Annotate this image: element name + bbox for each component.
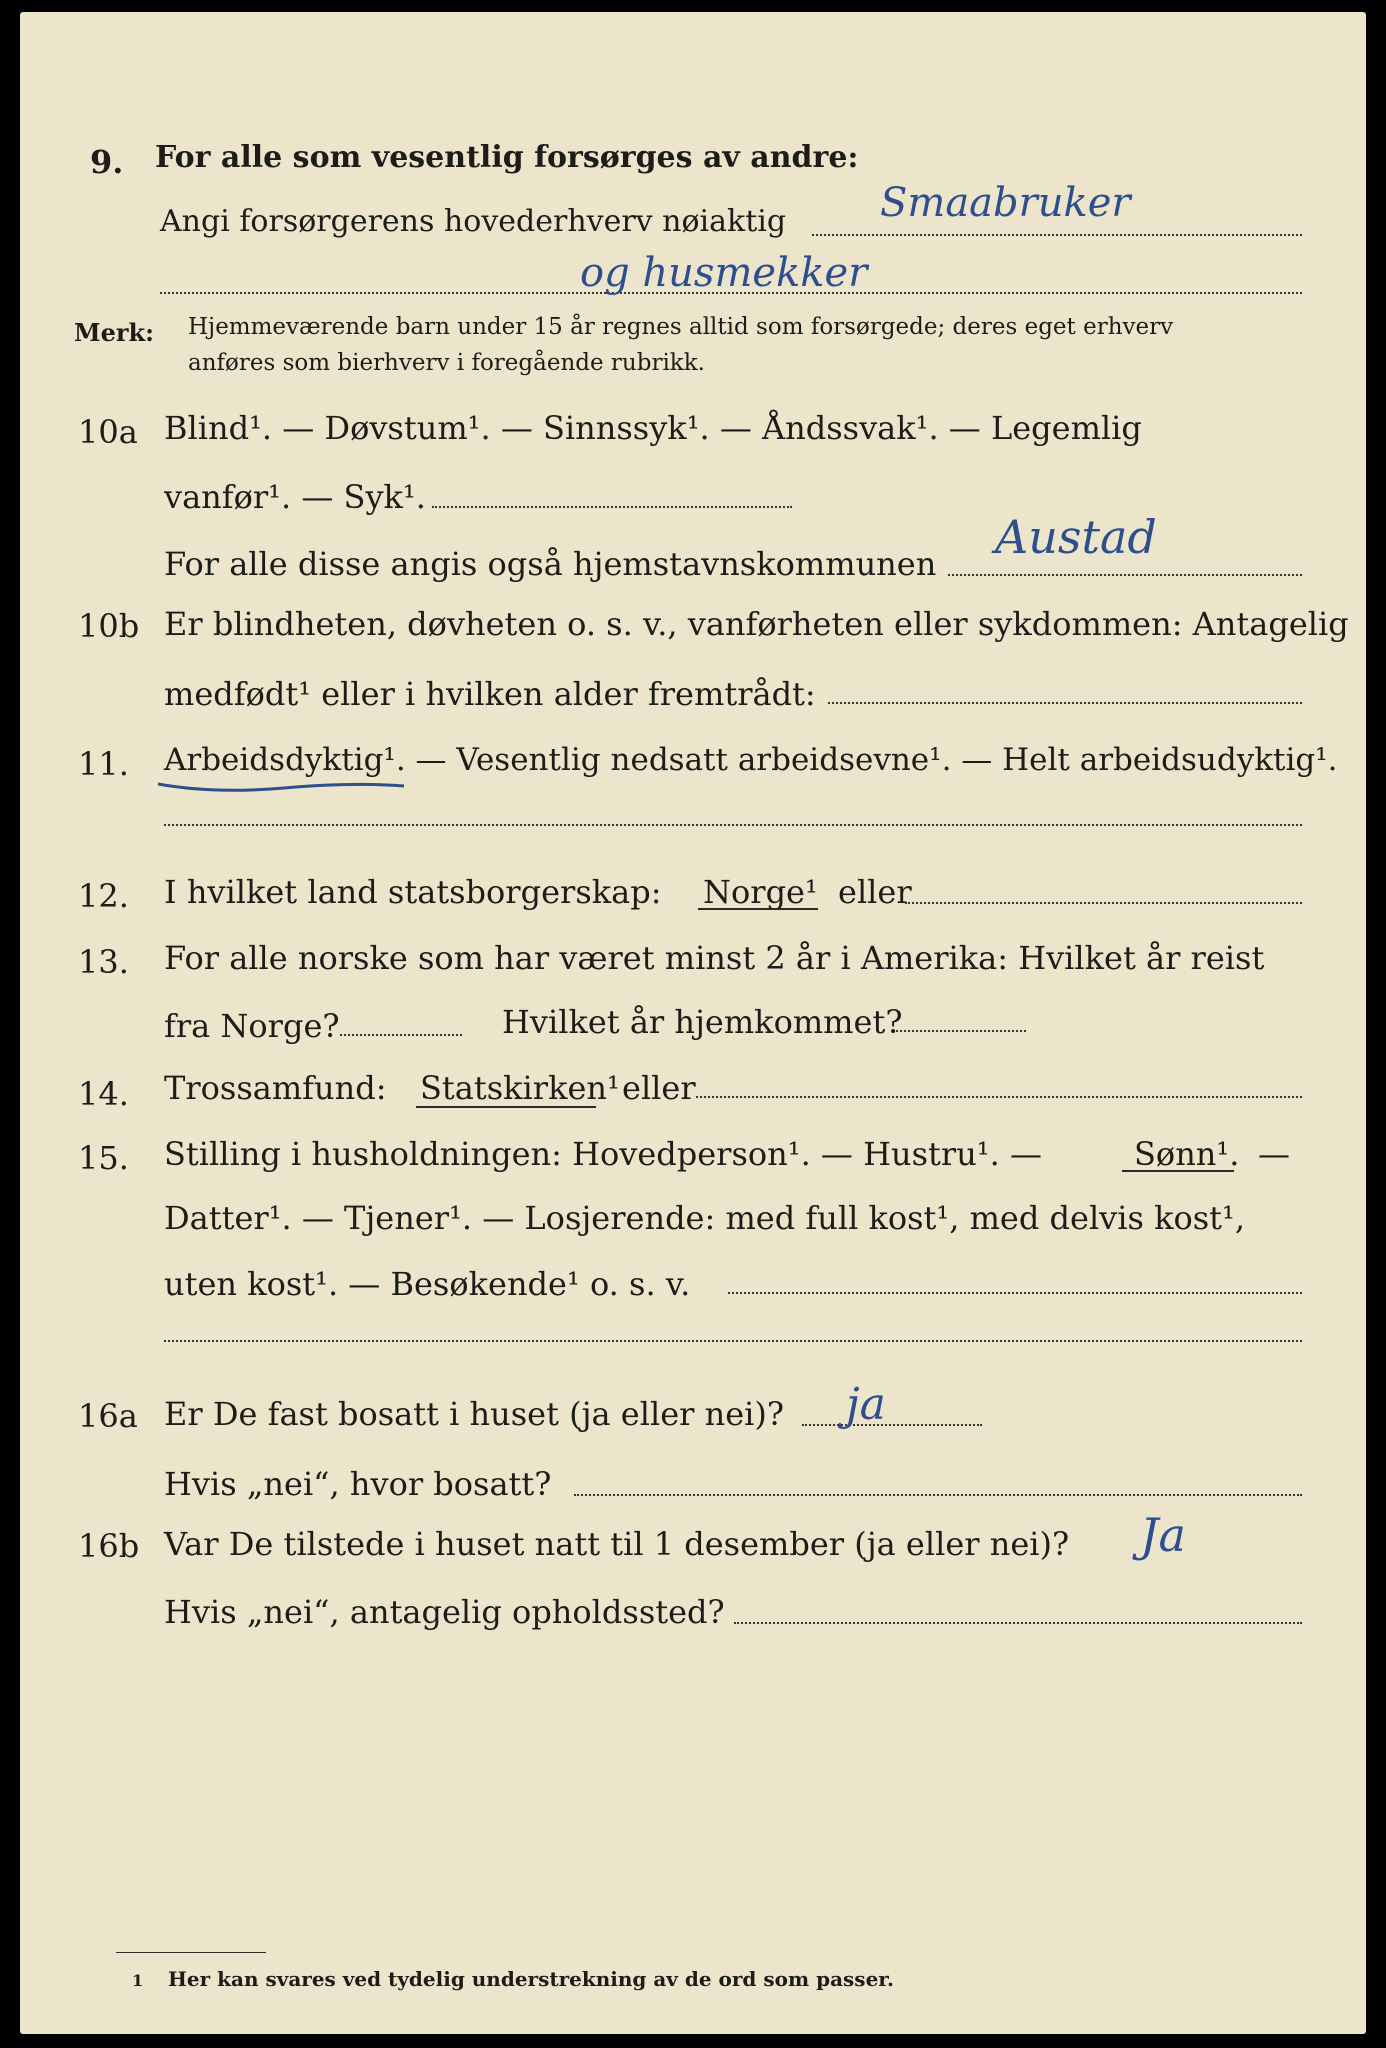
q16a-answer-line — [802, 1424, 982, 1426]
q10b-answer-line — [828, 702, 1302, 704]
q16b-number: 16b — [78, 1527, 140, 1565]
q10a-line2: vanfør¹. — Syk¹. — [164, 478, 426, 516]
q15-line1a: Stilling i husholdningen: Hovedperson¹. — Hustru¹. — — [164, 1135, 1042, 1173]
q15-line3: uten kost¹. — Besøkende¹ o. s. v. — [164, 1265, 691, 1303]
q13-answer-line1 — [340, 1034, 462, 1036]
q14-number: 14. — [78, 1075, 129, 1113]
q10b-line1: Er blindheten, døvheten o. s. v., vanførheten eller sykdommen: Antagelig — [164, 605, 1349, 643]
q15-line2: Datter¹. — Tjener¹. — Losjerende: med full kost¹, med delvis kost¹, — [164, 1199, 1246, 1237]
q12-underline — [698, 908, 818, 910]
q12-suffix: eller — [838, 873, 912, 911]
q13-number: 13. — [78, 943, 129, 981]
footnote-mark: 1 — [132, 1971, 144, 1990]
q9-answer-line1 — [812, 234, 1302, 236]
q11-answer-line — [164, 824, 1302, 826]
q11-number: 11. — [78, 745, 129, 783]
q10b-line2: medfødt¹ eller i hvilken alder fremtrådt: — [164, 675, 816, 713]
q14-prefix: Trossamfund: — [164, 1069, 387, 1107]
merk-line1: Hjemmeværende barn under 15 år regnes alltid som forsørgede; deres eget erhverv — [188, 314, 1174, 340]
q14-option-statskirken: Statskirken¹ — [420, 1069, 620, 1107]
q16a-line1: Er De fast bosatt i huset (ja eller nei)? — [164, 1395, 785, 1433]
q16a-answer: ja — [846, 1379, 886, 1430]
q15-answer-line2 — [164, 1340, 1302, 1342]
q13-answer-line2 — [896, 1030, 1026, 1032]
q10a-answer-municipality: Austad — [995, 510, 1157, 564]
q9-answer-occupation-2: og husmekker — [580, 250, 868, 296]
q16b-line1: Var De tilstede i huset natt til 1 desember (ja eller nei)? — [164, 1525, 1070, 1563]
q16a-line2: Hvis „nei“, hvor bosatt? — [164, 1465, 552, 1503]
census-form-page — [20, 12, 1366, 2034]
q10a-line1: Blind¹. — Døvstum¹. — Sinnssyk¹. — Åndssvak¹. — Legemlig — [164, 409, 1142, 447]
q11-handwritten-underline — [154, 772, 414, 796]
q16a-line2-answer-line — [574, 1494, 1302, 1496]
footnote-separator — [116, 1952, 266, 1953]
q10a-line3: For alle disse angis også hjemstavnskommunen — [164, 545, 937, 583]
q12-option-norge: Norge¹ — [703, 873, 818, 911]
q10a-number: 10a — [78, 413, 138, 451]
q15-line1b: — — [1258, 1135, 1290, 1173]
q14-suffix: eller — [622, 1069, 696, 1107]
q12-number: 12. — [78, 877, 129, 915]
q13-line2a: fra Norge? — [164, 1007, 340, 1045]
q15-number: 15. — [78, 1139, 129, 1177]
q15-option-sonn: Sønn¹. — [1134, 1135, 1240, 1173]
q16b-answer: Ja — [1140, 1508, 1186, 1562]
q10b-number: 10b — [78, 607, 140, 645]
q10a-answer-line — [948, 574, 1302, 576]
q9-line1: For alle som vesentlig forsørges av andre: — [155, 140, 859, 175]
q16a-number: 16a — [78, 1397, 138, 1435]
q11-option-arbeidsdyktig: Arbeidsdyktig¹. — [164, 742, 406, 778]
q14-underline — [416, 1106, 596, 1108]
q16b-answer-line — [734, 1622, 1302, 1624]
q13-line1: For alle norske som har været minst 2 år i Amerika: Hvilket år reist — [164, 939, 1265, 977]
merk-label: Merk: — [74, 318, 154, 347]
q12-answer-line — [905, 902, 1302, 904]
q13-line2b: Hvilket år hjemkommet? — [502, 1003, 903, 1041]
q9-answer-occupation: Smaabruker — [880, 180, 1131, 226]
q15-answer-line1 — [728, 1292, 1302, 1294]
q10a-line2-answer-line — [432, 506, 792, 508]
merk-line2: anføres som bierhverv i foregående rubrikk. — [188, 350, 705, 376]
footnote-text: Her kan svares ved tydelig understrekning av de ord som passer. — [168, 1967, 894, 1991]
q12-prefix: I hvilket land statsborgerskap: — [164, 873, 662, 911]
q16b-line2: Hvis „nei“, antagelig opholdssted? — [164, 1593, 725, 1631]
q14-answer-line — [696, 1096, 1302, 1098]
q15-underline — [1122, 1170, 1234, 1172]
q9-line2: Angi forsørgerens hovederhverv nøiaktig — [160, 204, 787, 239]
q11-other-options: — Vesentlig nedsatt arbeidsevne¹. — Helt arbeidsudyktig¹. — [405, 742, 1338, 778]
q9-number: 9. — [90, 143, 124, 181]
